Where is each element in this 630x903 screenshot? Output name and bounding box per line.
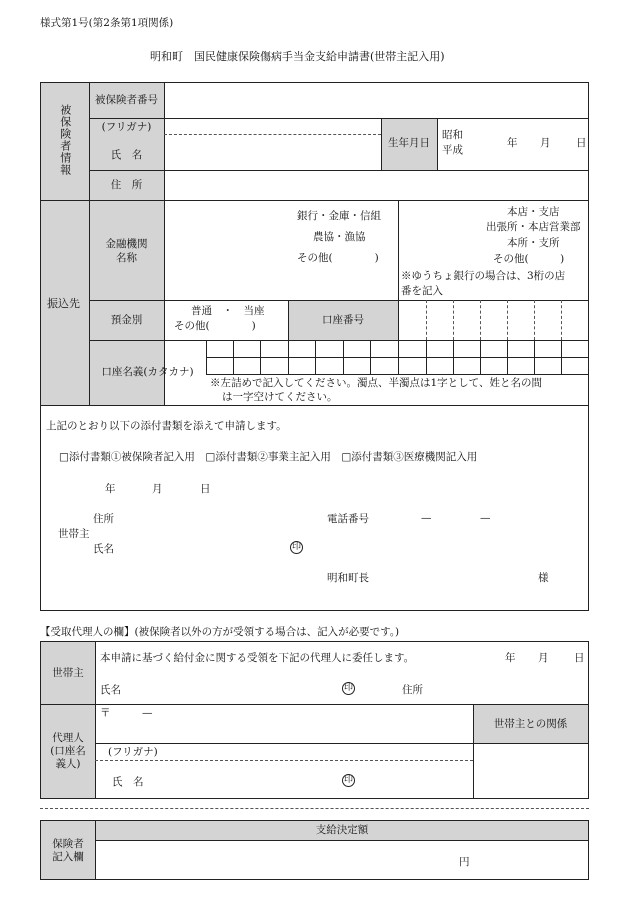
phone-dash-2: — — [480, 512, 491, 524]
seal-mark: 印 — [291, 542, 301, 552]
name-field[interactable] — [165, 136, 380, 169]
divider — [95, 760, 473, 761]
agent-label-3: 義人) — [55, 758, 81, 770]
application-year: 年 — [105, 483, 116, 495]
relation-field[interactable] — [474, 744, 588, 798]
yucho-note-1: ※ゆうちょ銀行の場合は、3桁の店 — [401, 270, 566, 282]
bank-name-label: 金融機関 — [105, 238, 148, 250]
attachments-checklist[interactable]: □添付書類①被保険者記入用 □添付書類②事業主記入用 □添付書類③医療機関記入用 — [59, 451, 478, 463]
yen-label: 円 — [459, 856, 470, 868]
deposit-type-label: 預金別 — [110, 314, 143, 326]
era-heisei[interactable]: 平成 — [442, 144, 463, 156]
divider — [40, 704, 589, 705]
branch-types-4[interactable]: その他( ) — [493, 253, 565, 265]
divider — [40, 200, 589, 201]
phone-label: 電話番号 — [327, 513, 369, 525]
holder-note-2: は一字空けてください。 — [222, 391, 338, 403]
era-showa[interactable]: 昭和 — [442, 129, 463, 141]
application-statement: 上記のとおり以下の添付書類を添えて申請します。 — [46, 420, 287, 432]
branch-types-3[interactable]: 本所・支所 — [507, 237, 560, 249]
insurer-label-2: 記入欄 — [52, 851, 84, 863]
agent-head-label: 世帯主 — [52, 667, 84, 679]
cut-line — [40, 808, 589, 809]
household-head-label: 世帯主 — [58, 528, 90, 540]
birth-day-label: 日 — [576, 137, 587, 149]
delegation-day: 日 — [574, 652, 585, 664]
delegation-statement: 本申請に基づく給付金に関する受領を下記の代理人に委任します。 — [100, 652, 415, 664]
insured-number-label: 被保険者番号 — [95, 94, 158, 106]
yucho-note-2: 番を記入 — [401, 285, 443, 297]
phone-dash-1: — — [421, 512, 432, 524]
bank-types-2[interactable]: 農協・漁協 — [313, 231, 366, 243]
insured-number-field[interactable] — [165, 84, 588, 117]
divider — [164, 134, 381, 135]
account-number-label: 口座番号 — [322, 314, 364, 326]
divider — [437, 118, 438, 170]
divider — [40, 405, 589, 406]
head-seal-mark: 印 — [343, 683, 353, 693]
form-number: 様式第1号(第2条第1項関係) — [40, 17, 174, 29]
furigana-field[interactable] — [165, 119, 380, 133]
agent-seal-mark: 印 — [343, 775, 353, 785]
transfer-section-label: 振込先 — [47, 297, 80, 310]
delegation-year: 年 — [505, 652, 516, 664]
application-day: 日 — [200, 483, 211, 495]
branch-types-2[interactable]: 出張所・本店営業部 — [486, 221, 581, 233]
delegation-month: 月 — [538, 652, 549, 664]
honorific-label: 様 — [538, 572, 549, 584]
head-address-label: 住所 — [402, 684, 423, 696]
insurer-label-1: 保険者 — [52, 838, 84, 850]
birth-month-label: 月 — [540, 137, 551, 149]
agent-section-heading: 【受取代理人の欄】(被保険者以外の方が受領する場合は、記入が必要です。) — [40, 626, 400, 638]
branch-types-1[interactable]: 本店・支店 — [507, 206, 560, 218]
deposit-types-1[interactable]: 普通 ・ 当座 — [191, 305, 265, 317]
name-label: 氏 名 — [110, 149, 143, 161]
bank-types-1[interactable]: 銀行・金庫・信組 — [297, 210, 381, 222]
account-number-field[interactable] — [399, 301, 588, 339]
applicant-address-label: 住所 — [93, 513, 114, 525]
agent-furigana-label: (フリガナ) — [108, 746, 158, 758]
relation-label: 世帯主との関係 — [493, 718, 568, 730]
bank-types-3[interactable]: その他( ) — [297, 252, 379, 264]
applicant-name-label: 氏名 — [93, 543, 114, 555]
insured-section-label: 被保険者情報 — [58, 104, 72, 176]
amount-field[interactable] — [96, 841, 476, 879]
mayor-label: 明和町長 — [327, 572, 369, 584]
address-field[interactable] — [165, 171, 588, 199]
agent-label-2: (口座名 — [50, 745, 86, 757]
head-name-label: 氏名 — [100, 684, 121, 696]
account-holder-field[interactable] — [207, 341, 588, 374]
account-holder-label: 口座名義(カタカナ) — [101, 366, 194, 378]
divider — [95, 641, 96, 799]
divider — [206, 374, 589, 375]
furigana-label: (フリガナ) — [101, 121, 152, 133]
bank-name-label-2: 名称 — [116, 252, 137, 264]
page-title: 明和町 国民健康保険傷病手当金支給申請書(世帯主記入用) — [150, 50, 445, 63]
postal-code-field[interactable]: 〒 — — [100, 707, 153, 719]
address-label: 住 所 — [110, 179, 143, 191]
birth-year-label: 年 — [507, 137, 518, 149]
bank-name-field[interactable] — [166, 203, 291, 298]
holder-note-1: ※左詰めで記入してください。濁点、半濁点は1字として、姓と名の間 — [210, 377, 542, 389]
birth-date-label: 生年月日 — [388, 137, 430, 149]
agent-name-label: 氏 名 — [112, 776, 144, 788]
amount-label: 支給決定額 — [315, 824, 369, 836]
agent-label-1: 代理人 — [52, 732, 84, 744]
deposit-types-2[interactable]: その他( ) — [174, 320, 256, 332]
application-month: 月 — [152, 483, 163, 495]
